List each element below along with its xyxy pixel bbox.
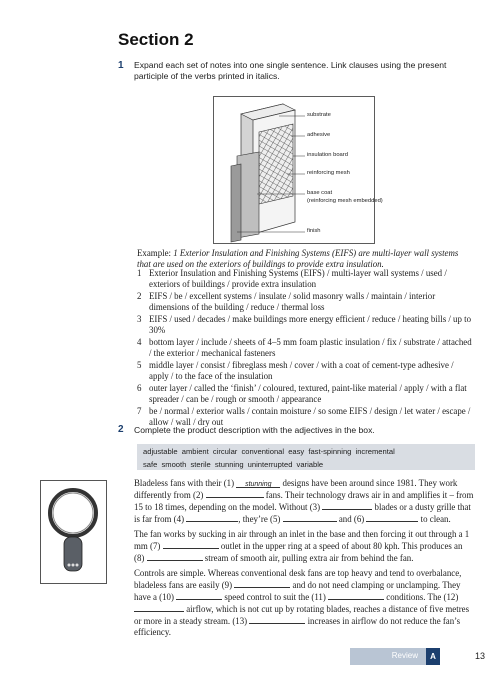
word-box-line-1: adjustable ambient circular conventional easy fast-spinning incremental — [143, 447, 395, 456]
list-item: 3 EIFS / used / decades / make buildings more energy efficient / reduce / heating bills / up to 30% — [137, 314, 472, 335]
page-number: 13 — [475, 651, 486, 661]
list-item: 1 Exterior Insulation and Finishing Systems (EIFS) / multi-layer wall systems / used / exteriors of buildings / provide extra insulation — [137, 268, 447, 289]
gap-6[interactable] — [366, 513, 418, 522]
gap-13[interactable] — [249, 615, 305, 624]
gap-9[interactable] — [234, 579, 290, 588]
question-1-instruction: Expand each set of notes into one single sentence. Link clauses using the present participle of the verbs printed in italics. — [134, 60, 447, 81]
label-base-coat-note: (reinforcing mesh embedded) — [307, 198, 383, 204]
gap-12[interactable] — [134, 603, 184, 612]
gap-2[interactable] — [206, 489, 264, 498]
label-substrate: substrate — [307, 112, 331, 118]
list-item: 4 bottom layer / include / sheets of 4–5 mm foam plastic insulation / fix / substrate / attached / the exterior / mechanical fasteners — [137, 337, 472, 358]
gap-5[interactable] — [283, 513, 337, 522]
notes-list — [137, 268, 472, 429]
list-item: 6 outer layer / called the ‘finish’ / coloured, textured, paint-like material / apply / with a flat spreader / can be / rough or smooth / appearance — [137, 383, 467, 404]
gap-8[interactable] — [147, 552, 203, 561]
example-sentence — [137, 248, 472, 270]
adjective-word-box — [137, 444, 475, 470]
label-finish: finish — [307, 228, 321, 234]
review-bar — [350, 648, 426, 665]
list-item: 7 be / normal / exterior walls / contain moisture / so some EIFS / design / let water / escape / allow / wall / dry out — [137, 406, 471, 427]
bladeless-fan-icon — [41, 481, 106, 583]
fan-image-frame — [40, 480, 107, 584]
section-title: Section 2 — [118, 30, 194, 49]
eifs-wall-diagram — [213, 96, 383, 244]
gap-10[interactable] — [176, 591, 222, 600]
word-box-line-2: safe smooth sterile stunning uninterrupted variable — [143, 460, 324, 469]
list-item: 2 EIFS / be / excellent systems / insulate / solid masonry walls / maintain / interior dimensions of the building / reduce / thermal loss — [137, 291, 436, 312]
label-base-coat: base coat — [307, 190, 333, 196]
question-2-number: 2 — [118, 424, 124, 435]
question-1-number: 1 — [118, 60, 124, 71]
review-letter: A — [426, 648, 440, 665]
example-text: 1 Exterior Insulation and Finishing Systems (EIFS) are multi-layer wall systems that are used on the exteriors of buildings to provide extra insulation. — [137, 248, 459, 269]
gap-3[interactable] — [322, 501, 372, 510]
paragraph-2: The fan works by sucking in air through an inlet in the base and then forcing it out through a 1 mm (7) outlet in the upper ring at a speed of about 80 kph. This produces an (8) stream of smooth air, pulling extra air from behind the fan. — [134, 529, 470, 563]
label-insulation-board: insulation board — [307, 152, 348, 158]
question-2-instruction: Complete the product description with the adjectives in the box. — [134, 425, 375, 435]
gap-1-filled: stunning — [236, 479, 280, 488]
list-item: 5 middle layer / consist / fibreglass mesh / cover / with a coat of cement-type adhesive / apply / to the face of the insulation — [137, 360, 454, 381]
paragraph-3: Controls are simple. Whereas conventional desk fans are top heavy and tend to overbalance, bladeless fans are easily (9) and do not need clamping or unclamping. They have a (10) speed control to suit the (11) conditions. The (12) airflow, which is not cut up by rotating blades, reaches a distance of five metres or more in a steady stream. (13) increases in airflow do not reduce the fan’s efficiency. — [134, 568, 470, 637]
label-adhesive: adhesive — [307, 132, 331, 138]
gap-11[interactable] — [328, 591, 384, 600]
gap-7[interactable] — [163, 540, 219, 549]
paragraph-1: Bladeless fans with their (1) stunning designs have been around since 1981. They work differently from (2) fans. Their technology draws air in and amplifies it – from 15 to 18 times, depending on the model. Without (3) blades or a dusty grille that is far from (4) , they’re (5) and (6) to clean. — [134, 478, 474, 524]
gap-4[interactable] — [186, 513, 238, 522]
example-prefix: Example: — [137, 248, 172, 258]
eifs-wall-illustration — [213, 96, 375, 244]
review-label: Review — [391, 651, 418, 660]
label-reinforcing-mesh: reinforcing mesh — [307, 170, 350, 176]
product-description — [134, 478, 474, 642]
